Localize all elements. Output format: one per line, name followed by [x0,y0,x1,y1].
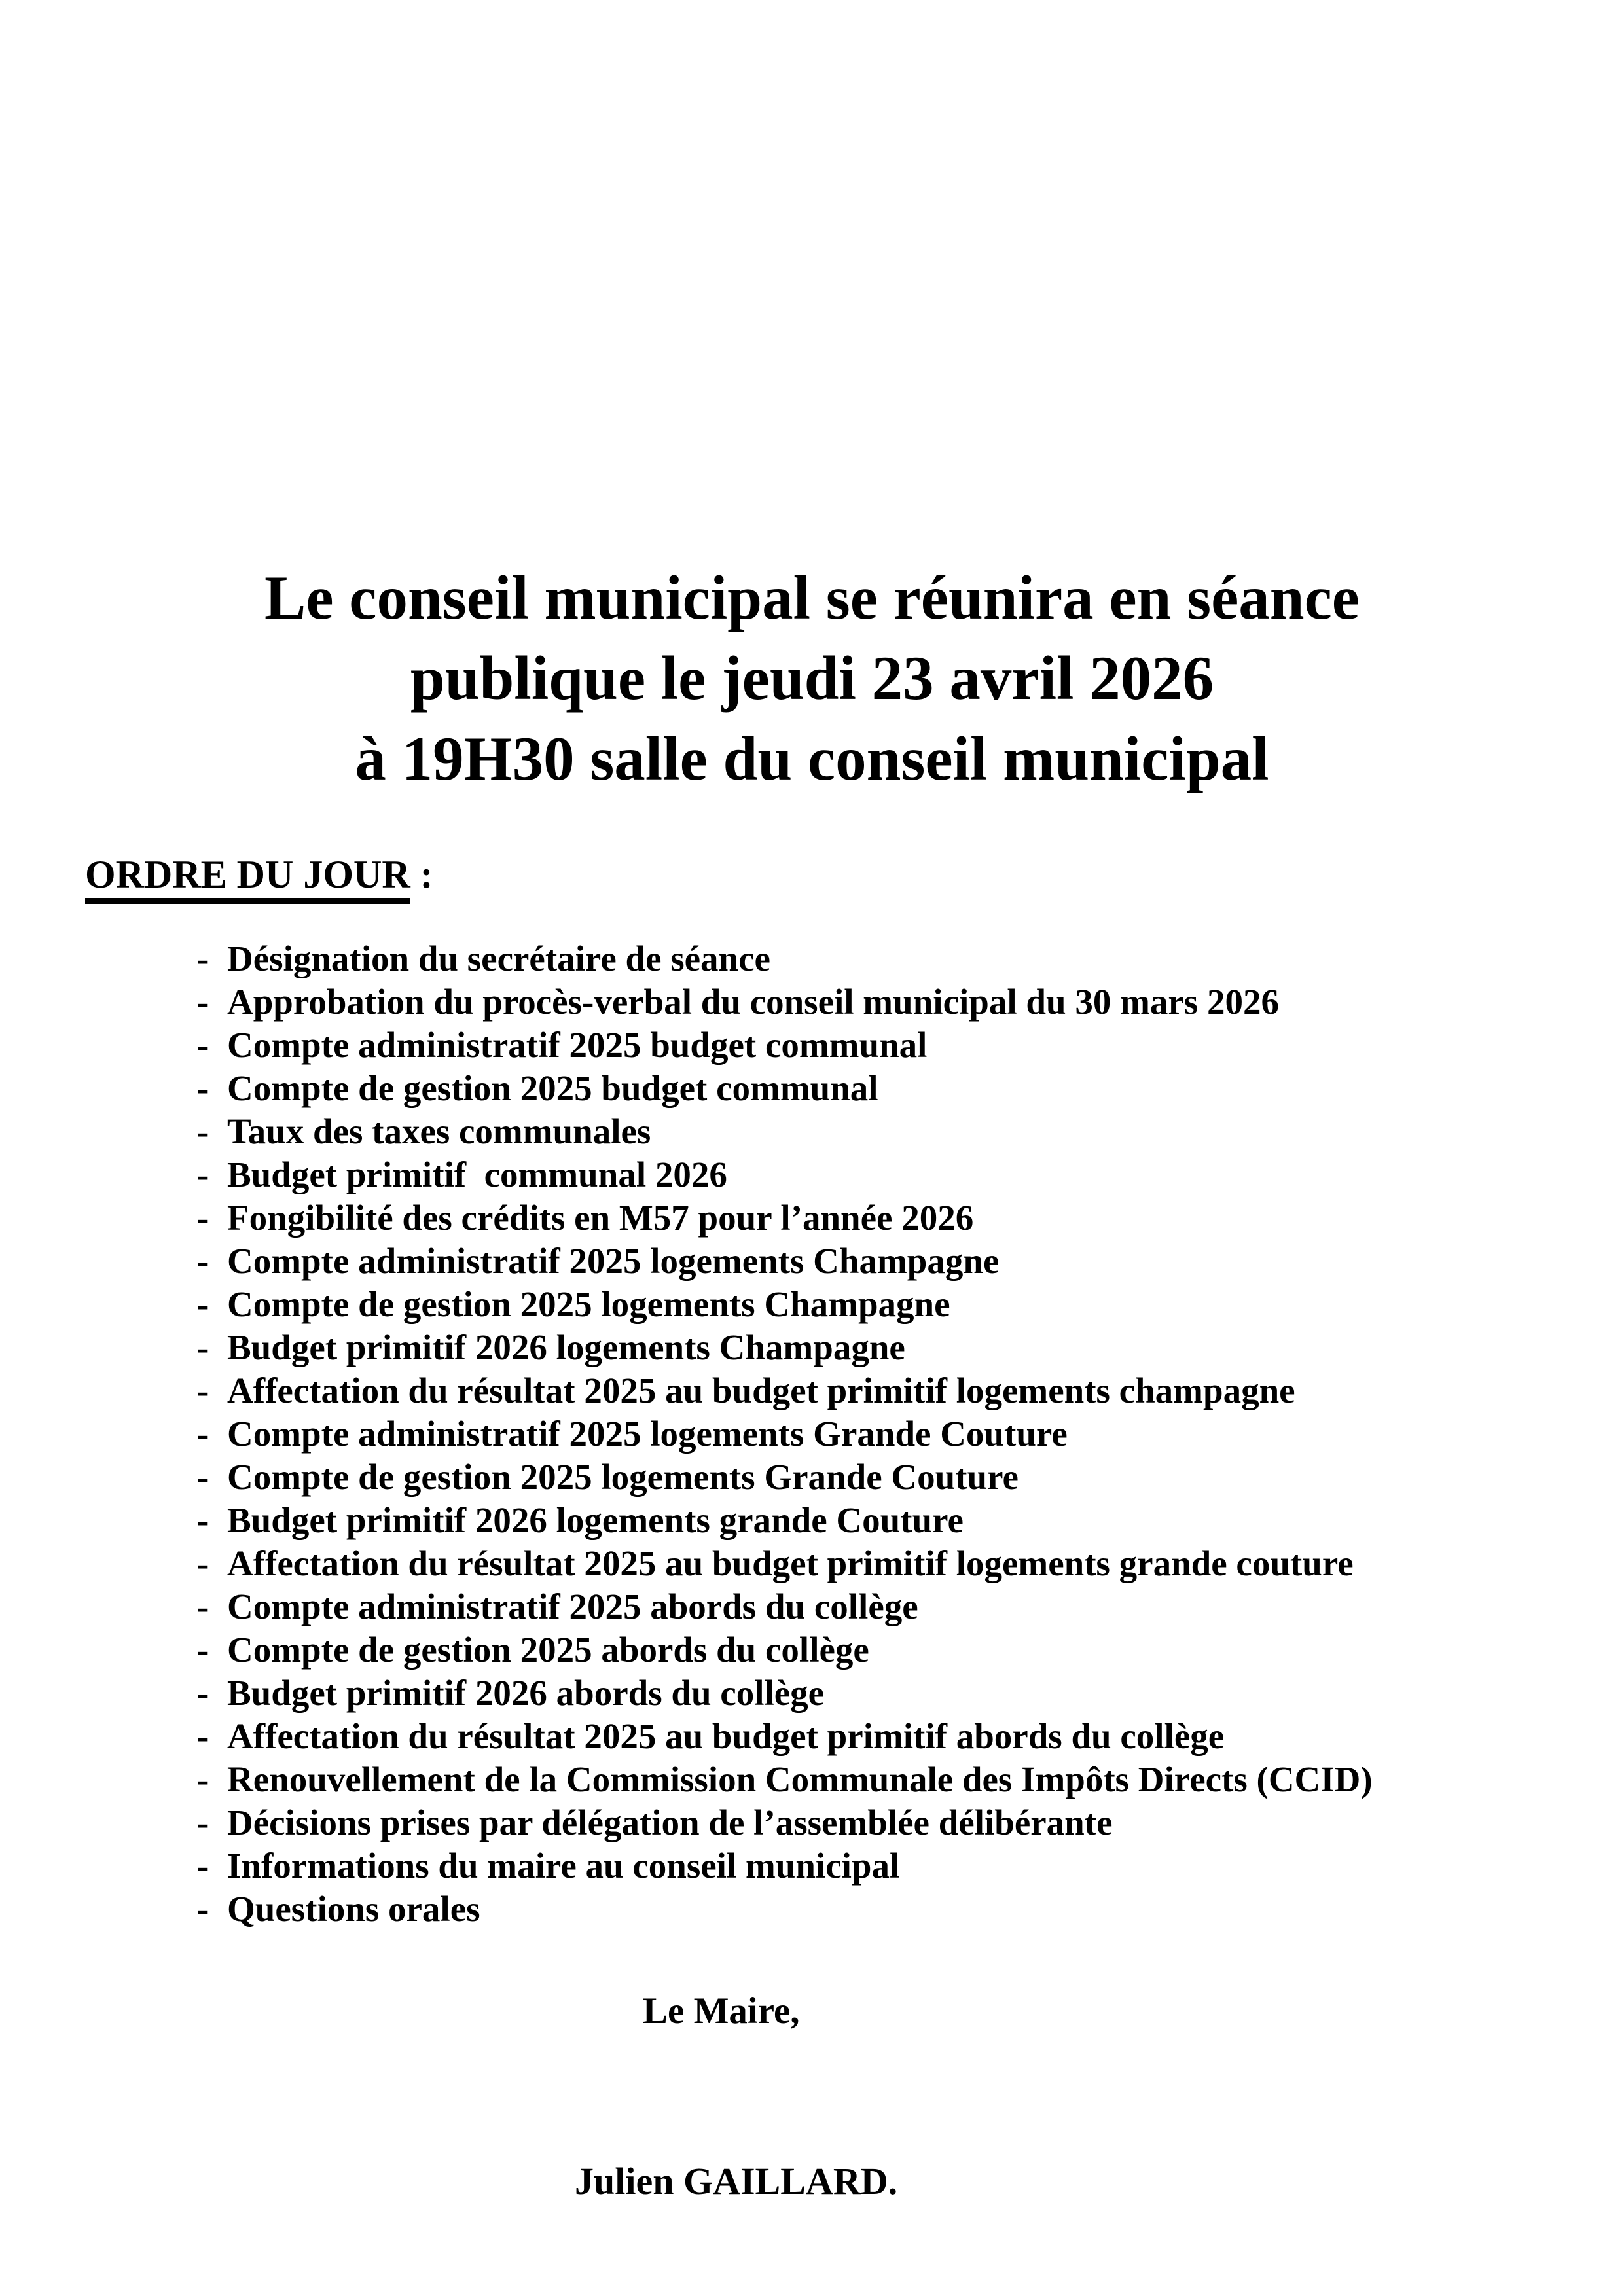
agenda-item-text: Compte administratif 2025 abords du collège [227,1587,918,1626]
agenda-item-text: Désignation du secrétaire de séance [227,939,770,978]
agenda-item-text: Affectation du résultat 2025 au budget primitif abords du collège [227,1716,1225,1756]
agenda-item [196,1672,1565,1715]
agenda-item-text: Compte administratif 2025 logements Grande Couture [227,1414,1068,1454]
agenda-item [196,1369,1565,1412]
agenda-item [196,1542,1565,1585]
agenda-item-text: Compte administratif 2025 logements Champagne [227,1241,1000,1281]
agenda-item-text: Taux des taxes communales [227,1111,651,1151]
agenda-heading-colon: : [410,853,433,896]
agenda-item-text: Questions orales [227,1889,480,1929]
agenda-item-text: Compte de gestion 2025 logements Grande Couture [227,1457,1019,1497]
list-dash-marker: - [196,1716,209,1756]
agenda-item [196,1758,1565,1801]
agenda-item [196,1888,1565,1931]
agenda-item [196,1844,1565,1888]
agenda-item-text: Compte de gestion 2025 budget communal [227,1068,878,1108]
agenda-heading [85,853,433,904]
agenda-item [196,1456,1565,1499]
agenda-list [196,937,1565,1931]
agenda-item-text: Budget primitif 2026 abords du collège [227,1673,825,1713]
agenda-heading-text: ORDRE DU JOUR [85,853,410,904]
agenda-item-text: Compte de gestion 2025 abords du collège [227,1630,869,1670]
list-dash-marker: - [196,1500,209,1540]
list-dash-marker: - [196,982,209,1022]
list-dash-marker: - [196,1846,209,1886]
agenda-item-text: Compte de gestion 2025 logements Champagne [227,1284,950,1324]
notice-title-line-3: à 19H30 salle du conseil municipal [355,724,1269,793]
notice-title-line-1: Le conseil municipal se réunira en séance [264,563,1360,632]
agenda-item [196,1326,1565,1369]
list-dash-marker: - [196,1025,209,1065]
list-dash-marker: - [196,939,209,978]
list-dash-marker: - [196,1414,209,1454]
signature-name: Julien GAILLARD. [575,2160,898,2202]
agenda-item-text: Budget primitif 2026 logements Champagne [227,1327,905,1367]
list-dash-marker: - [196,1759,209,1799]
notice-title-line-2: publique le jeudi 23 avril 2026 [410,643,1214,713]
signature-role: Le Maire, [643,1990,800,2032]
agenda-item [196,1801,1565,1844]
agenda-item-text: Informations du maire au conseil municipal [227,1846,900,1886]
list-dash-marker: - [196,1284,209,1324]
agenda-item [196,1412,1565,1456]
list-dash-marker: - [196,1630,209,1670]
list-dash-marker: - [196,1803,209,1842]
agenda-item [196,1283,1565,1326]
agenda-item [196,1499,1565,1542]
list-dash-marker: - [196,1371,209,1410]
agenda-item-text: Affectation du résultat 2025 au budget primitif logements champagne [227,1371,1295,1410]
agenda-item-text: Renouvellement de la Commission Communale des Impôts Directs (CCID) [227,1759,1373,1799]
list-dash-marker: - [196,1327,209,1367]
agenda-item-text: Décisions prises par délégation de l’assemblée délibérante [227,1803,1113,1842]
agenda-item-text: Fongibilité des crédits en M57 pour l’année 2026 [227,1198,974,1238]
agenda-item-text: Budget primitif 2026 logements grande Couture [227,1500,964,1540]
agenda-item [196,1585,1565,1628]
agenda-item [196,937,1565,980]
agenda-item [196,1153,1565,1196]
agenda-item-text: Budget primitif communal 2026 [227,1155,727,1194]
agenda-item [196,1628,1565,1672]
agenda-item-text: Compte administratif 2025 budget communal [227,1025,928,1065]
agenda-item [196,1067,1565,1110]
agenda-item-text: Approbation du procès-verbal du conseil municipal du 30 mars 2026 [227,982,1279,1022]
agenda-item [196,1715,1565,1758]
list-dash-marker: - [196,1889,209,1929]
agenda-item [196,1110,1565,1153]
list-dash-marker: - [196,1673,209,1713]
agenda-item [196,980,1565,1024]
list-dash-marker: - [196,1198,209,1238]
agenda-item [196,1240,1565,1283]
notice-title [0,558,1624,799]
list-dash-marker: - [196,1155,209,1194]
list-dash-marker: - [196,1543,209,1583]
list-dash-marker: - [196,1587,209,1626]
list-dash-marker: - [196,1111,209,1151]
agenda-item [196,1196,1565,1240]
list-dash-marker: - [196,1457,209,1497]
agenda-item-text: Affectation du résultat 2025 au budget primitif logements grande couture [227,1543,1354,1583]
list-dash-marker: - [196,1068,209,1108]
agenda-item [196,1024,1565,1067]
list-dash-marker: - [196,1241,209,1281]
